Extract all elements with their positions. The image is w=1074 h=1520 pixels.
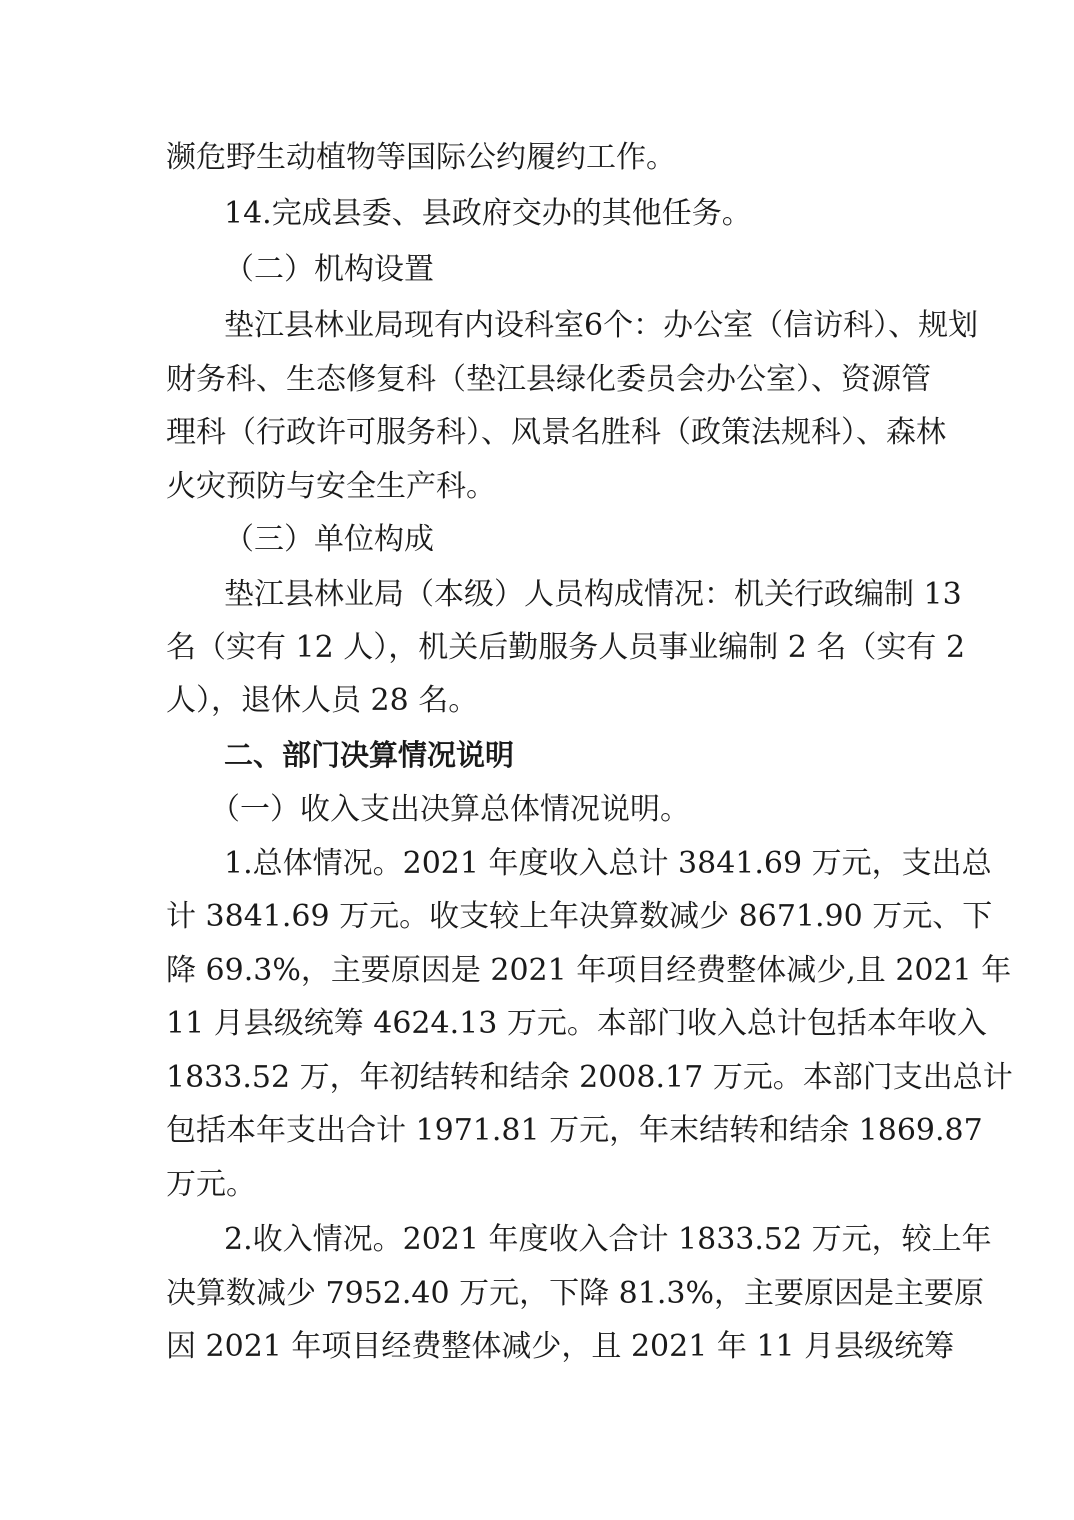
section-subheading: （二）机构设置 xyxy=(224,252,434,287)
paragraph-line: 人），退休人员 28 名。 xyxy=(166,683,479,718)
paragraph-line: 包括本年支出合计 1971.81 万元，年末结转和结余 1869.87 xyxy=(166,1113,983,1148)
paragraph-line: 垫江县林业局现有内设科室6个：办公室（信访科）、规划 xyxy=(224,308,979,343)
section-subheading: （三）单位构成 xyxy=(224,522,434,557)
paragraph-line: 垫江县林业局（本级）人员构成情况：机关行政编制 13 xyxy=(224,577,962,612)
paragraph-line: 1.总体情况。2021 年度收入总计 3841.69 万元，支出总 xyxy=(224,846,992,881)
paragraph-line: 名（实有 12 人），机关后勤服务人员事业编制 2 名（实有 2 xyxy=(166,630,966,665)
section-subheading: （一）收入支出决算总体情况说明。 xyxy=(210,792,690,827)
paragraph-line: 因 2021 年项目经费整体减少，且 2021 年 11 月县级统筹 xyxy=(166,1329,955,1364)
paragraph-line: 14.完成县委、县政府交办的其他任务。 xyxy=(224,196,752,231)
section-heading: 二、部门决算情况说明 xyxy=(224,738,515,772)
paragraph-line: 财务科、生态修复科（垫江县绿化委员会办公室）、资源管 xyxy=(166,362,931,397)
paragraph-line: 1833.52 万，年初结转和结余 2008.17 万元。本部门支出总计 xyxy=(166,1060,1013,1095)
paragraph-line: 决算数减少 7952.40 万元，下降 81.3%，主要原因是主要原 xyxy=(166,1276,984,1311)
paragraph-line: 计 3841.69 万元。收支较上年决算数减少 8671.90 万元、下 xyxy=(166,899,993,934)
paragraph-line: 理科（行政许可服务科）、风景名胜科（政策法规科）、森林 xyxy=(166,415,946,450)
paragraph-line: 濒危野生动植物等国际公约履约工作。 xyxy=(166,140,676,175)
paragraph-line: 火灾预防与安全生产科。 xyxy=(166,469,496,504)
paragraph-line: 万元。 xyxy=(166,1167,256,1202)
paragraph-line: 降 69.3%，主要原因是 2021 年项目经费整体减少,且 2021 年 xyxy=(166,953,1012,988)
paragraph-line: 2.收入情况。2021 年度收入合计 1833.52 万元，较上年 xyxy=(224,1222,992,1257)
paragraph-line: 11 月县级统筹 4624.13 万元。本部门收入总计包括本年收入 xyxy=(166,1006,987,1041)
